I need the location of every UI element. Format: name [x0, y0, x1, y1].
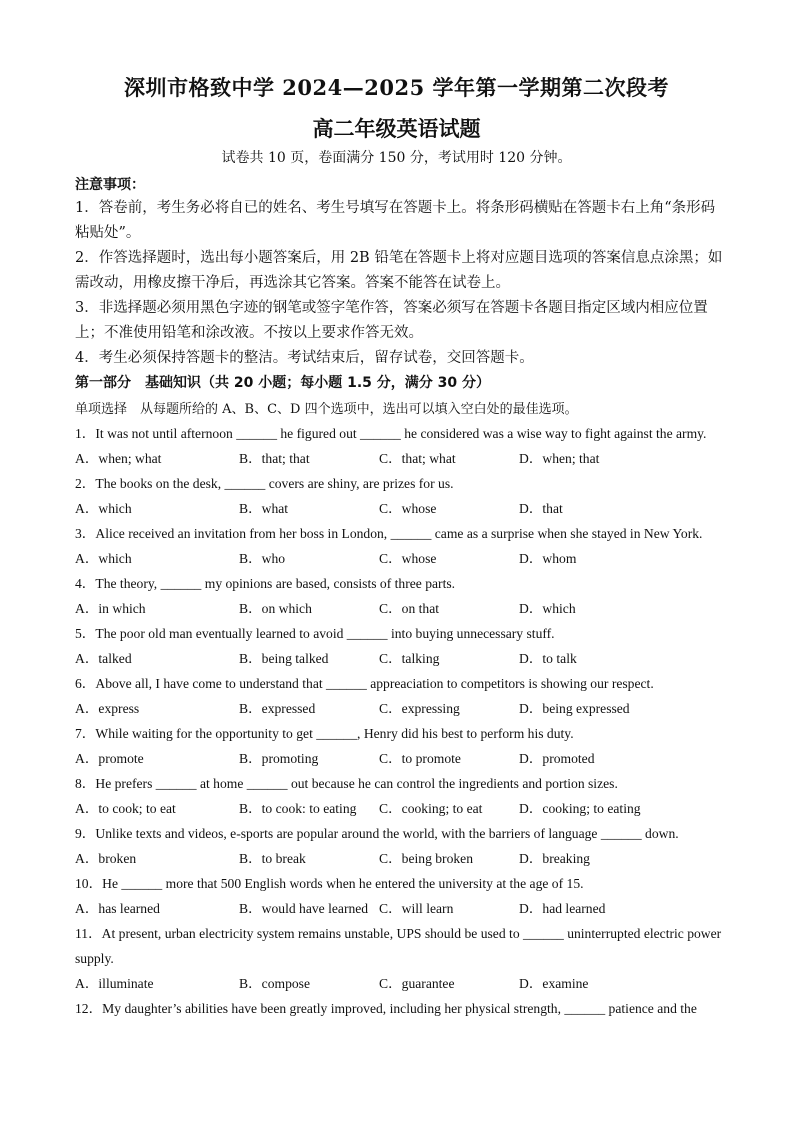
option-row [75, 746, 735, 771]
option-d: D．breaking [519, 851, 590, 866]
part-heading: 第一部分 基础知识（共 20 小题；每小题 1.5 分，满分 30 分） [75, 375, 491, 391]
question-stem: 4．The theory, ______ my opinions are based, consists of three parts. [75, 576, 456, 591]
option-a: A．to cook; to eat [75, 801, 176, 816]
option-c: C．to promote [379, 751, 461, 766]
option-c: C．cooking; to eat [379, 801, 483, 816]
option-a: A．when; what [75, 451, 162, 466]
option-c: C．that; what [379, 451, 456, 466]
option-row [75, 646, 735, 671]
note-item: 4．考生必须保持答题卡的整洁。考试结束后，留存试卷，交回答题卡。 [75, 350, 534, 366]
option-a: A．has learned [75, 901, 160, 916]
option-b: B．what [239, 501, 289, 516]
option-b: B．on which [239, 601, 312, 616]
option-row [75, 896, 735, 921]
question [75, 421, 735, 471]
option-row [75, 971, 735, 996]
question [75, 621, 735, 671]
option-b: B．compose [239, 976, 310, 991]
question-stem: 6．Above all, I have come to understand that ______ appreaciation to competitors is showing our respect. [75, 676, 654, 691]
option-b: B．who [239, 551, 286, 566]
notes-heading: 注意事项： [75, 177, 145, 193]
option-row [75, 496, 735, 521]
exam-info: 试卷共 10 页，卷面满分 150 分，考试用时 120 分钟。 [221, 150, 572, 166]
exam-subject-title: 高二年级英语试题 [312, 116, 481, 141]
option-row [75, 696, 735, 721]
option-a: A．talked [75, 651, 132, 666]
option-c: C．being broken [379, 851, 474, 866]
option-c: C．whose [379, 551, 437, 566]
question [75, 671, 735, 721]
question-list [75, 421, 735, 1021]
option-c: C．whose [379, 501, 437, 516]
option-d: D．to talk [519, 651, 577, 666]
option-row [75, 846, 735, 871]
option-b: B．to break [239, 851, 306, 866]
option-d: D．being expressed [519, 701, 630, 716]
option-row [75, 546, 735, 571]
option-a: A．illuminate [75, 976, 154, 991]
option-a: A．in which [75, 601, 146, 616]
option-a: A．which [75, 551, 132, 566]
question-stem: 3．Alice received an invitation from her boss in London, ______ came as a surprise when she stayed in New York. [75, 526, 703, 541]
option-d: D．promoted [519, 751, 595, 766]
option-d: D．that [519, 501, 563, 516]
option-row [75, 596, 735, 621]
option-row [75, 796, 735, 821]
question [75, 471, 735, 521]
option-d: D．cooking; to eating [519, 801, 641, 816]
question [75, 921, 735, 996]
question-stem: 8．He prefers ______ at home ______ out because he can control the ingredients and portion sizes. [75, 776, 618, 791]
exam-title: 深圳市格致中学 2024—2025 学年第一学期第二次段考 [123, 75, 669, 100]
notes-list [75, 196, 725, 371]
option-c: C．on that [379, 601, 440, 616]
option-a: A．which [75, 501, 132, 516]
note-item: 3．非选择题必须用黑色字迹的钢笔或签字笔作答，答案必须写在答题卡各题目指定区域内相应位置上；不准使用铅笔和涂改液。不按以上要求作答无效。 [75, 300, 708, 341]
question-stem: 1．It was not until afternoon ______ he figured out ______ he considered was a wise way to fight against the army. [75, 426, 707, 441]
option-c: C．talking [379, 651, 440, 666]
question-stem: 7．While waiting for the opportunity to get ______, Henry did his best to perform his duty. [75, 726, 574, 741]
question-stem: 9．Unlike texts and videos, e-sports are popular around the world, with the barriers of language ______ down. [75, 826, 679, 841]
option-b: B．expressed [239, 701, 316, 716]
question-stem: 12．My daughter’s abilities have been greatly improved, including her physical strength, ______ patience and the [75, 1001, 697, 1016]
option-b: B．promoting [239, 751, 319, 766]
option-c: C．will learn [379, 901, 454, 916]
option-d: D．whom [519, 551, 577, 566]
question [75, 771, 735, 821]
option-c: C．expressing [379, 701, 460, 716]
option-b: B．would have learned [239, 901, 369, 916]
option-d: D．had learned [519, 901, 606, 916]
option-a: A．promote [75, 751, 144, 766]
question-stem: 5．The poor old man eventually learned to avoid ______ into buying unnecessary stuff. [75, 626, 555, 641]
option-a: A．broken [75, 851, 137, 866]
option-d: D．when; that [519, 451, 600, 466]
part-instruction: 单项选择 从每题所给的 A、B、C、D 四个选项中，选出可以填入空白处的最佳选项。 [75, 402, 578, 417]
option-d: D．examine [519, 976, 589, 991]
question [75, 821, 735, 871]
question [75, 521, 735, 571]
option-row [75, 446, 735, 471]
question [75, 996, 735, 1021]
question-stem: 2．The books on the desk, ______ covers are shiny, are prizes for us. [75, 476, 454, 491]
note-item: 1．答卷前，考生务必将自已的姓名、考生号填写在答题卡上。将条形码横贴在答题卡右上角“条形码粘贴处”。 [75, 200, 716, 241]
question-stem: 11．At present, urban electricity system remains unstable, UPS should be used to ______ uninterrupted electric power supply. [75, 926, 722, 966]
question [75, 571, 735, 621]
option-c: C．guarantee [379, 976, 455, 991]
question [75, 721, 735, 771]
option-b: B．being talked [239, 651, 329, 666]
option-d: D．which [519, 601, 576, 616]
option-b: B．to cook: to eating [239, 801, 357, 816]
question [75, 871, 735, 921]
question-stem: 10．He ______ more that 500 English words when he entered the university at the age of 15. [75, 876, 584, 891]
option-b: B．that; that [239, 451, 310, 466]
option-a: A．express [75, 701, 140, 716]
note-item: 2．作答选择题时，选出每小题答案后，用 2B 铅笔在答题卡上将对应题目选项的答案信息点涂黑；如需改动，用橡皮擦干净后，再选涂其它答案。答案不能答在试卷上。 [75, 250, 723, 291]
